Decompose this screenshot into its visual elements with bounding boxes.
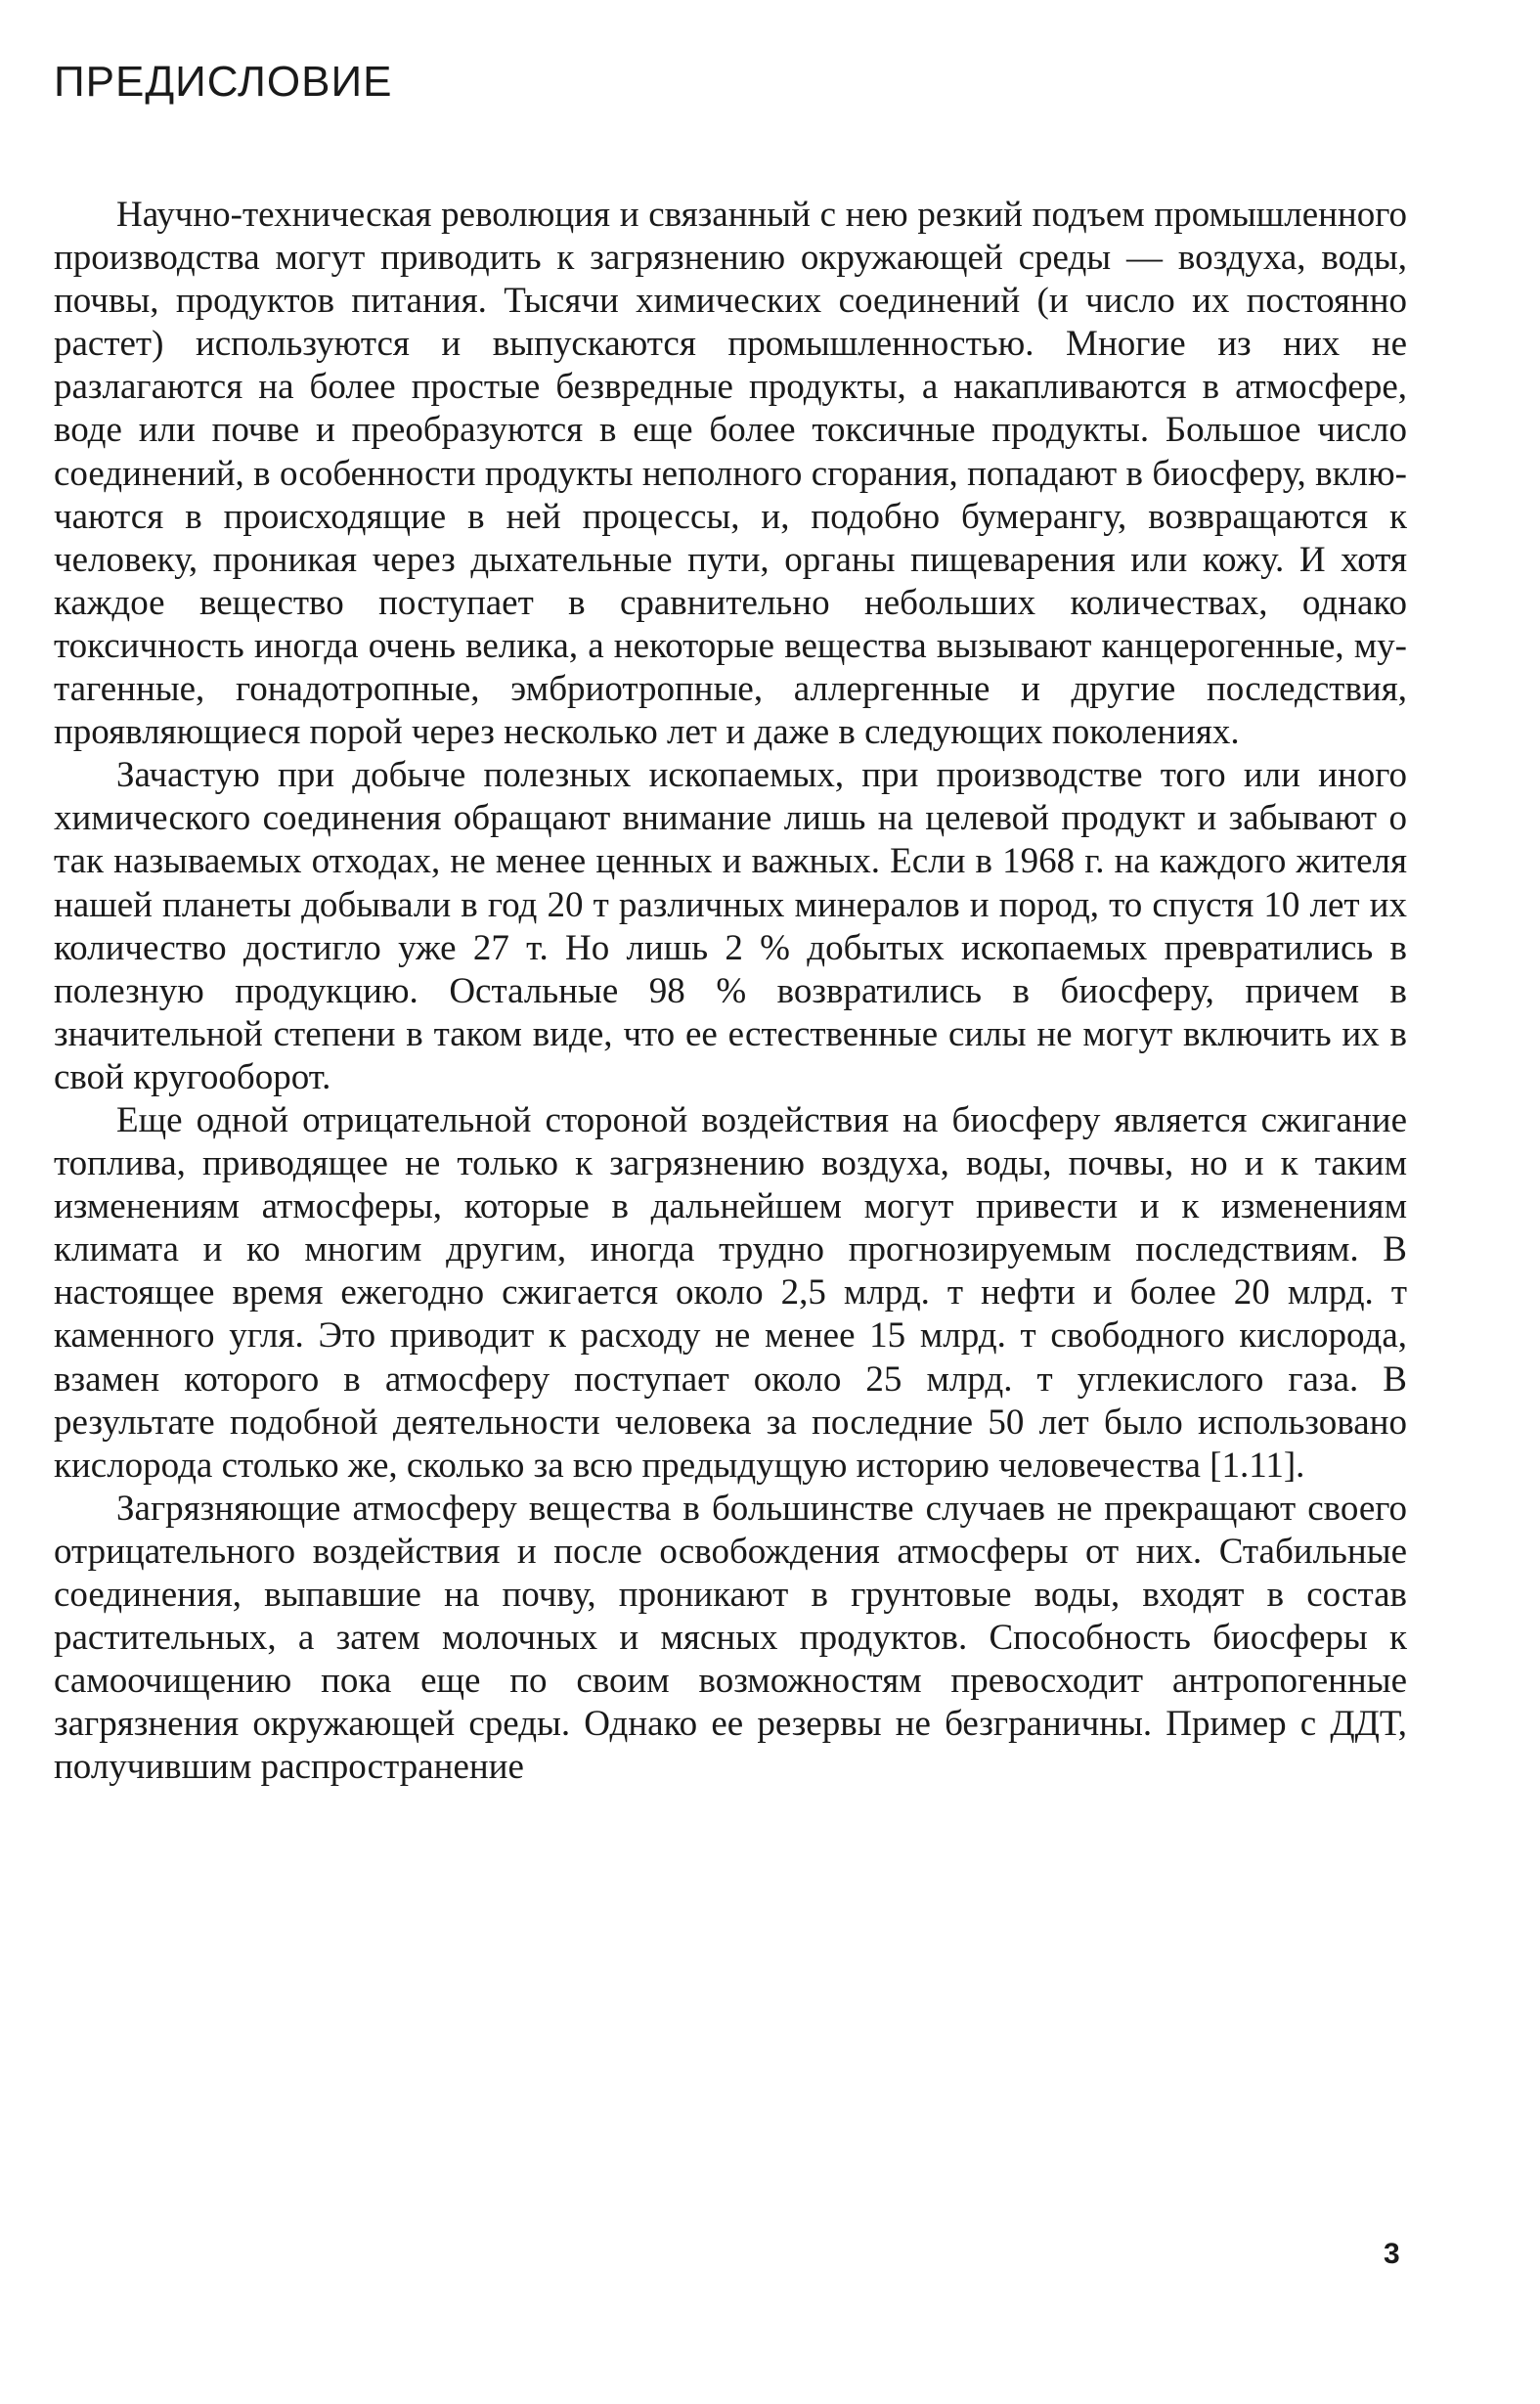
paragraph: Еще одной отрицательной стороной воздействия на биосферу является сжигание топлива, приводящее не только к загрязнению воздуха, воды, почвы, но и к таким изменениям атмосферы, которые в дальнейшем могут привести и к изменениям климата и ко многим другим, иногда трудно прогнозируемым последствиям. В настоящее время ежегодно сжигается около 2,5 млрд. т нефти и более 20 млрд. т каменного угля. Это приводит к расходу не менее 15 млрд. т свободного кислорода, взамен которого в атмосферу поступает около 25 млрд. т углекислого газа. В результате подобной деятельности человека за последние 50 лет было использовано кислорода столько же, сколько за всю предыдущую историю человечества [1.11]. (54, 1099, 1407, 1486)
page-number: 3 (1384, 2238, 1400, 2270)
paragraph: Загрязняющие атмосферу вещества в большинстве случаев не прекращают своего отрицательного воздействия и после освобождения атмосферы от них. Стабильные соединения, выпавшие на почву, проникают в грунтовые воды, входят в состав растительных, а затем молочных и мясных продуктов. Способность биосферы к самоочищению пока еще по своим возможностям превосходит антропогенные загрязнения окружающей среды. Однако ее резервы не безграничны. Пример с ДДТ, получившим распространение (54, 1488, 1407, 1788)
paragraph: Зачастую при добыче полезных ископаемых, при производстве того или иного химического соединения обращают внимание лишь на целевой продукт и забывают о так называемых отходах, не менее ценных и важных. Если в 1968 г. на каждого жителя нашей планеты добывали в год 20 т различных минералов и пород, то спустя 10 лет их количество достигло уже 27 т. Но лишь 2 % добытых ископаемых превратились в полезную продукцию. Остальные 98 % возвратились в биосферу, причем в значительной степени в таком виде, что ее естественные силы не могут включить их в свой кругооборот. (54, 755, 1407, 1097)
page-heading: ПРЕДИСЛОВИЕ (54, 58, 393, 106)
paragraph: Научно-техническая революция и связанный с нею резкий подъем промышленного производства могут приводить к загрязнению окружающей среды — воздуха, воды, почвы, продуктов питания. Тысячи химических соединений (и число их постоянно растет) используются и выпускаются промышленностью. Многие из них не разлагаются на более простые безвредные продукты, а накапливаются в атмосфере, воде или почве и преобразуются в еще более токсичные продукты. Большое число соединений, в особенности продукты неполного сгорания, попадают в биосферу, включаются в происходящие в ней процессы, и, подобно бумерангу, возвращаются к человеку, проникая через дыхательные пути, органы пищеварения или кожу. И хотя каждое вещество поступает в сравнительно небольших количествах, однако токсичность иногда очень велика, а некоторые вещества вызывают канцерогенные, мутагенные, гонадотропные, эмбриотропные, аллергенные и другие последствия, проявляющиеся порой через несколько лет и даже в следующих поколениях. (54, 195, 1407, 753)
body-text (54, 194, 1407, 1789)
